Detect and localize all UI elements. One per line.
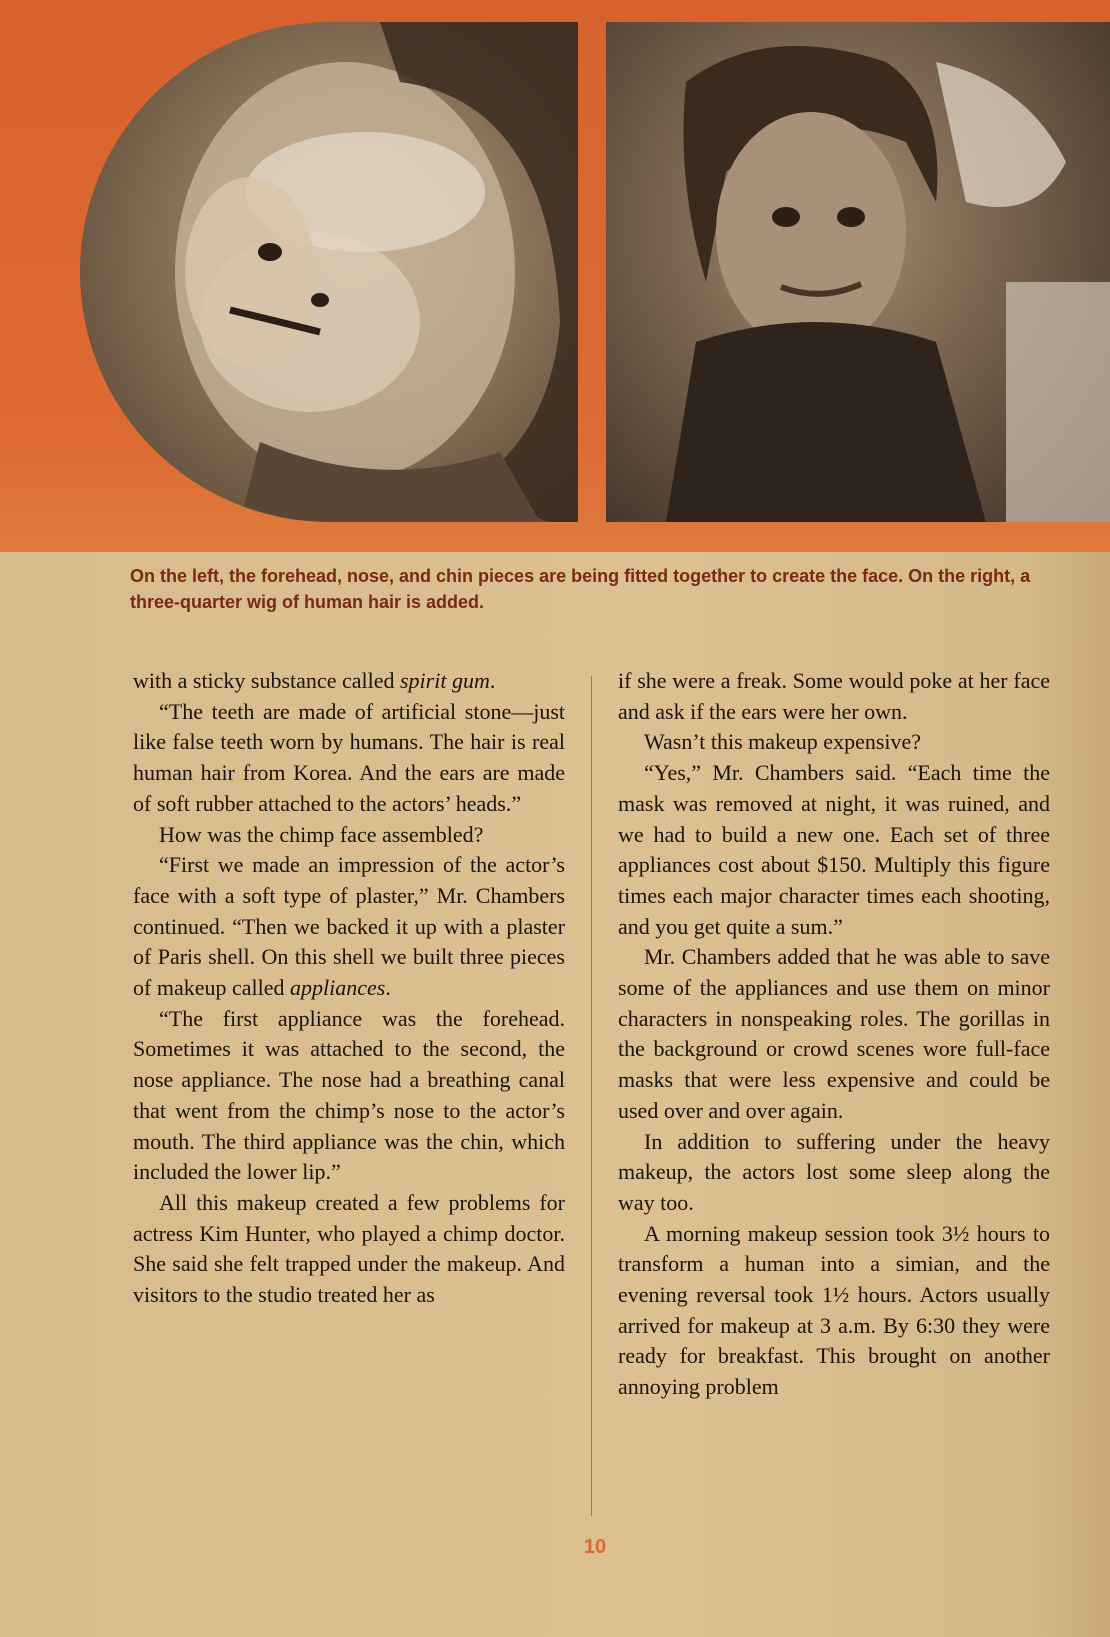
- photo-band: [0, 0, 1110, 552]
- paragraph: A morning makeup session took 3½ hours to transform a human into a simian, and the evening reversal took 1½ hours. Actors usually arrived for makeup at 3 a.m. By 6:30 they were ready for breakfast. This brought on another annoying problem: [618, 1220, 1050, 1400]
- paragraph: In addition to suffering under the heavy makeup, the actors lost some sleep along the way too.: [618, 1128, 1050, 1215]
- column-divider: [591, 676, 592, 1516]
- makeup-fitting-photo: [80, 22, 578, 522]
- wig-photo: [606, 22, 1110, 522]
- paragraph: Wasn’t this makeup expensive?: [644, 729, 922, 755]
- paragraph: “The teeth are made of artificial stone—just like false teeth worn by humans. The hair is real human hair from Korea. And the ears are made of soft rubber attached to the actors’ heads.”: [133, 698, 565, 816]
- paragraph: if she were a freak. Some would poke at her face and ask if the ears were her own.: [618, 668, 1050, 724]
- paragraph: “First we made an impression of the actor’s face with a soft type of plaster,” Mr. Chambers continued. “Then we backed it up with a plaster of Paris shell. On this shell we built three pieces of makeup called appliances.: [133, 852, 565, 1001]
- paragraph: with a sticky substance called spirit gum.: [133, 668, 496, 693]
- page-number: 10: [583, 1536, 607, 1558]
- paragraph: How was the chimp face assembled?: [159, 821, 484, 847]
- paragraph: Mr. Chambers added that he was able to save some of the appliances and use them on minor characters in nonspeaking roles. The gorillas in the background or crowd scenes wore full-face masks that were less expensive and could be used over and over again.: [618, 944, 1050, 1123]
- paragraph: “The first appliance was the forehead. Sometimes it was attached to the second, the nose appliance. The nose had a breathing canal that went from the chimp’s nose to the actor’s mouth. The third appliance was the chin, which included the lower lip.”: [133, 1005, 565, 1185]
- right-column: [618, 666, 1050, 1403]
- photo-caption: On the left, the forehead, nose, and chin pieces are being fitted together to create the face. On the right, a three-quarter wig of human hair is added.: [130, 566, 1031, 612]
- paragraph: “Yes,” Mr. Chambers said. “Each time the mask was removed at night, it was ruined, and we had to build a new one. Each set of three appliances cost about $150. Multiply this figure times each major character times each shooting, and you get quite a sum.”: [618, 760, 1050, 939]
- left-column: [133, 666, 565, 1311]
- paragraph: All this makeup created a few problems for actress Kim Hunter, who played a chimp doctor. She said she felt trapped under the makeup. And visitors to the studio treated her as: [133, 1189, 565, 1308]
